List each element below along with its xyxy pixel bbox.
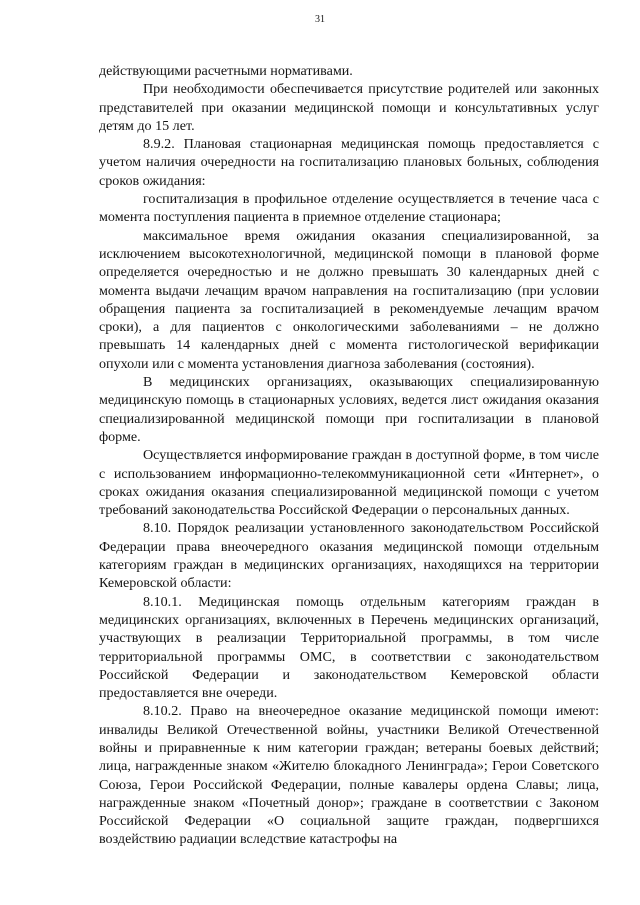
paragraph-8-9-2: 8.9.2. Плановая стационарная медицинская помощь предоставляется с учетом наличия очередности на госпитализацию плановых больных, соблюдения сроков ожидания: [99,136,599,189]
document-body [99,62,599,849]
paragraph-8-10-2: 8.10.2. Право на внеочередное оказание медицинской помощи имеют: инвалиды Великой Отечественной войны, участники Великой Отечественной войны и приравненные к ним категории граждан; ветераны боевых действий; лица, награжденные знаком «Жителю блокадного Ленинграда»; Герои Советского Союза, Герои Российской Федерации, полные кавалеры ордена Славы; лица, награжденные знаком «Почетный донор»; граждане в соответствии с Законом Российской Федерации «О социальной защите граждан, подвергшихся воздействию радиации вследствие катастрофы на [99,703,599,848]
paragraph-hospitalization-hour: госпитализация в профильное отделение осуществляется в течение часа с момента поступления пациента в приемное отделение стационара; [99,191,599,226]
paragraph-parents-presence: При необходимости обеспечивается присутствие родителей или законных представителей при оказании медицинской помощи и консультативных услуг детям до 15 лет. [99,81,599,134]
paragraph-8-10-1: 8.10.1. Медицинская помощь отдельным категориям граждан в медицинских организациях, включенных в Перечень медицинских организаций, участвующих в реализации Территориальной программы, в том числе территориальной программы ОМС, в соответствии с законодательством Российской Федерации и законодательством Кемеровской области предоставляется вне очереди. [99,593,599,702]
page-number: 31 [315,14,325,25]
paragraph-informing-citizens: Осуществляется информирование граждан в доступной форме, в том числе с использованием информационно-телекоммуникационной сети «Интернет», о сроках ожидания оказания специализированной медицинской помощи с учетом требований законодательства Российской Федерации о персональных данных. [99,447,599,519]
paragraph-waiting-list: В медицинских организациях, оказывающих специализированную медицинскую помощь в стационарных условиях, ведется лист ожидания оказания специализированной медицинской помощи при госпитализации в плановой форме. [99,374,599,445]
paragraph-continuation: действующими расчетными нормативами. [99,63,353,79]
paragraph-8-10: 8.10. Порядок реализации установленного законодательством Российской Федерации права внеочередного оказания медицинской помощи отдельным категориям граждан в медицинских организациях, находящихся на территории Кемеровской области: [99,520,599,592]
paragraph-max-waiting-time: максимальное время ожидания оказания специализированной, за исключением высокотехнологичной, медицинской помощи в плановой форме определяется очередностью и не должно превышать 30 календарных дней с момента выдачи лечащим врачом направления на госпитализацию (при условии обращения пациента за госпитализацией в рекомендуемые лечащим врачом сроки), а для пациентов с онкологическими заболеваниями – не должно превышать 14 календарных дней с момента гистологической верификации опухоли или с момента установления диагноза заболевания (состояния). [99,227,599,372]
